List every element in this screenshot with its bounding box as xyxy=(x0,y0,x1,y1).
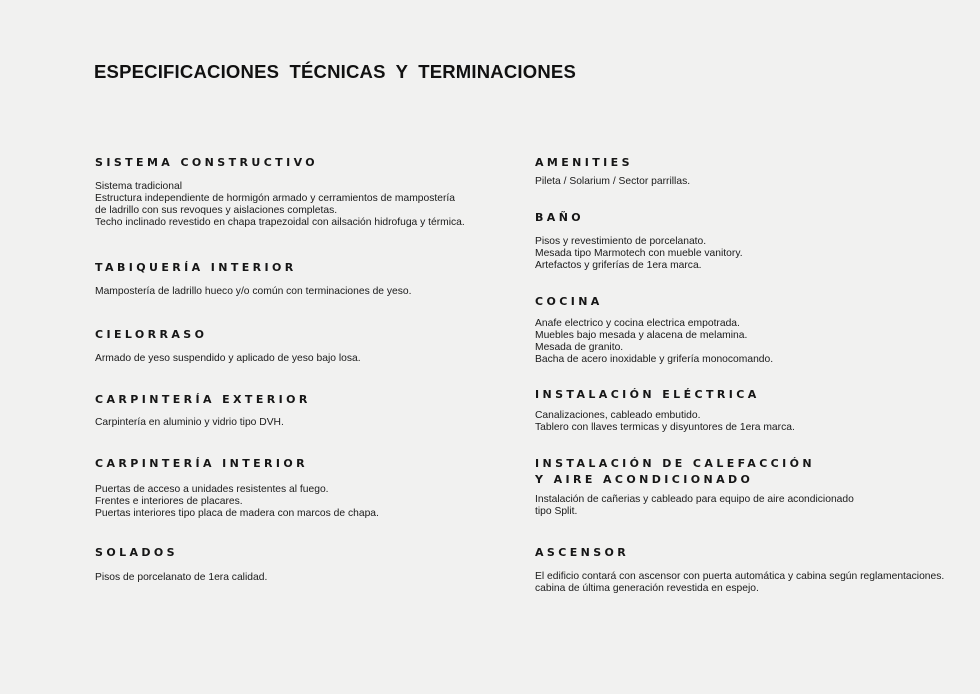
section-body xyxy=(95,572,267,584)
section-heading xyxy=(535,456,854,488)
body-line: Pileta / Solarium / Sector parrillas. xyxy=(535,176,691,187)
section-body xyxy=(95,353,361,365)
body-line: Mesada de granito. xyxy=(535,341,624,353)
body-line: Tablero con llaves termicas y disyuntores de 1era marca. xyxy=(535,421,795,433)
body-line: Estructura independiente de hormigón armado y cerramientos de mampostería xyxy=(95,192,456,204)
section-heading: CARPINTERÍA EXTERIOR xyxy=(95,393,311,406)
body-line: Mampostería de ladrillo hueco y/o común con terminaciones de yeso. xyxy=(95,286,412,297)
body-line: tipo Split. xyxy=(535,505,578,517)
section-body xyxy=(535,571,944,595)
section-cocina xyxy=(535,294,773,366)
body-line: Sistema tradicional xyxy=(95,181,182,192)
body-line: Armado de yeso suspendido y aplicado de yeso bajo losa. xyxy=(95,353,361,364)
section-heading: BAÑO xyxy=(535,211,585,224)
section-body xyxy=(95,484,379,520)
section-cielorraso xyxy=(95,327,361,365)
section-heading: SOLADOS xyxy=(95,546,179,559)
section-body xyxy=(95,181,465,229)
body-line: Techo inclinado revestido en chapa trapezoidal con ailsación hidrofuga y térmica. xyxy=(95,216,465,228)
heading-line: INSTALACIÓN DE CALEFACCIÓN xyxy=(535,457,816,470)
body-line: Pisos y revestimiento de porcelanato. xyxy=(535,236,707,247)
body-line: Bacha de acero inoxidable y grifería monocomando. xyxy=(535,353,774,365)
section-body xyxy=(535,236,743,272)
section-solados xyxy=(95,545,267,584)
body-line: Anafe electrico y cocina electrica empotrada. xyxy=(535,318,740,329)
section-heading: CARPINTERÍA INTERIOR xyxy=(95,457,309,470)
body-line: Muebles bajo mesada y alacena de melamina. xyxy=(535,329,748,341)
body-line: El edificio contará con ascensor con puerta automática y cabina según reglamentaciones. xyxy=(535,571,945,582)
body-line: Artefactos y griferías de 1era marca. xyxy=(535,259,702,271)
section-body xyxy=(535,176,690,188)
body-line: Mesada tipo Marmotech con mueble vanitory. xyxy=(535,247,743,259)
section-carpinteria-interior xyxy=(95,456,379,520)
body-line: Canalizaciones, cableado embutido. xyxy=(535,410,701,421)
section-instalacion-calefaccion xyxy=(535,456,854,518)
body-line: Puertas de acceso a unidades resistentes al fuego. xyxy=(95,484,329,495)
section-body xyxy=(95,286,412,298)
body-line: Pisos de porcelanato de 1era calidad. xyxy=(95,572,268,583)
section-sistema-constructivo xyxy=(95,155,465,229)
body-line: Carpintería en aluminio y vidrio tipo DVH. xyxy=(95,417,284,428)
body-line: cabina de última generación revestida en espejo. xyxy=(535,582,759,594)
section-amenities xyxy=(535,155,690,188)
section-heading: INSTALACIÓN ELÉCTRICA xyxy=(535,388,760,401)
section-heading: TABIQUERÍA INTERIOR xyxy=(95,261,297,274)
section-body xyxy=(535,494,854,518)
section-body xyxy=(95,417,311,429)
section-body xyxy=(535,410,795,434)
section-heading: AMENITIES xyxy=(535,156,633,169)
section-heading: CIELORRASO xyxy=(95,328,208,341)
section-carpinteria-exterior xyxy=(95,392,311,429)
body-line: Frentes e interiores de placares. xyxy=(95,495,243,507)
page-title: ESPECIFICACIONES TÉCNICAS Y TERMINACIONES xyxy=(94,61,576,82)
body-line: de ladrillo con sus revoques y aislaciones completas. xyxy=(95,204,338,216)
heading-line: Y AIRE ACONDICIONADO xyxy=(535,473,754,486)
section-heading: SISTEMA CONSTRUCTIVO xyxy=(95,156,319,169)
section-instalacion-electrica xyxy=(535,387,795,434)
section-tabiqueria-interior xyxy=(95,260,412,298)
section-body xyxy=(535,318,773,366)
body-line: Instalación de cañerias y cableado para equipo de aire acondicionado xyxy=(535,494,854,505)
body-line: Puertas interiores tipo placa de madera con marcos de chapa. xyxy=(95,507,379,519)
section-heading: COCINA xyxy=(535,295,603,308)
section-heading: ASCENSOR xyxy=(535,546,630,559)
section-ascensor xyxy=(535,545,944,595)
section-bano xyxy=(535,210,743,272)
